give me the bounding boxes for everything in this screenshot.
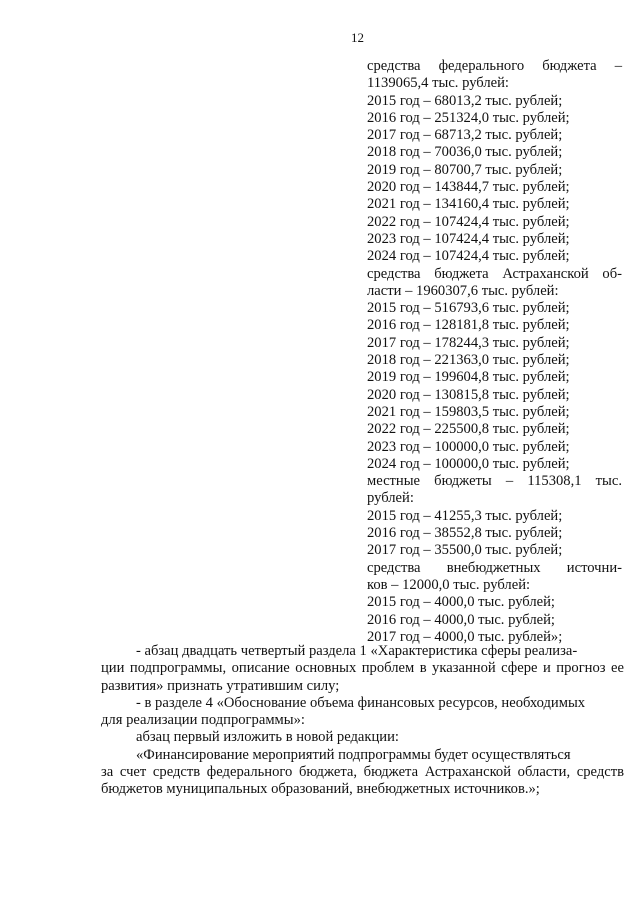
- year-line: 2015 год – 4000,0 тыс. рублей;: [367, 594, 555, 611]
- year-line: 2017 год – 68713,2 тыс. рублей;: [367, 127, 563, 144]
- amendment-text: [101, 643, 624, 799]
- year-line: 2016 год – 38552,8 тыс. рублей;: [367, 525, 563, 542]
- year-line: 2020 год – 130815,8 тыс. рублей;: [367, 386, 570, 403]
- paragraph-continuation: за счет средств федерального бюджета, бюджета Астраханской области, средств бюджетов муниципальных образований, внебюджетных источников.»;: [101, 764, 624, 798]
- year-line: 2016 год – 128181,8 тыс. рублей;: [367, 317, 570, 334]
- year-line: 2024 год – 107424,4 тыс. рублей;: [367, 248, 570, 265]
- year-line: 2015 год – 68013,2 тыс. рублей;: [367, 92, 563, 109]
- extrabudgetary-header: средства внебюджетных источни-: [367, 559, 622, 576]
- year-line: 2017 год – 4000,0 тыс. рублей»;: [367, 628, 563, 645]
- paragraph-first-abzac: абзац первый изложить в новой редакции:: [136, 729, 399, 746]
- federal-budget-years: [367, 93, 622, 266]
- paragraph-financing: [101, 746, 624, 799]
- page-number: 12: [351, 30, 364, 45]
- year-line: 2020 год – 143844,7 тыс. рублей;: [367, 179, 570, 196]
- year-line: 2019 год – 80700,7 тыс. рублей;: [367, 161, 563, 178]
- regional-budget-years: [367, 300, 622, 473]
- year-line: 2019 год – 199604,8 тыс. рублей;: [367, 369, 570, 386]
- year-line: 2022 год – 225500,8 тыс. рублей;: [367, 421, 570, 438]
- federal-budget-total: 1139065,4 тыс. рублей:: [367, 75, 509, 92]
- federal-budget-header: средства федерального бюджета –: [367, 58, 622, 74]
- local-budget-total: рублей:: [367, 490, 414, 507]
- year-line: 2015 год – 516793,6 тыс. рублей;: [367, 300, 570, 317]
- paragraph-section-1: [101, 643, 624, 695]
- paragraph-section-4: [101, 694, 624, 730]
- extrabudgetary-total: ков – 12000,0 тыс. рублей:: [367, 576, 531, 593]
- local-budget-header: местные бюджеты – 115308,1 тыс.: [367, 473, 622, 490]
- regional-budget-header: средства бюджета Астраханской об-: [367, 265, 622, 282]
- year-line: 2018 год – 221363,0 тыс. рублей;: [367, 352, 570, 369]
- funding-breakdown-column: [367, 58, 622, 646]
- paragraph-continuation: ции подпрограммы, описание основных проблем в указанной сфере и прогноз ее развития» признать утратившим силу;: [101, 660, 624, 694]
- paragraph-line: «Финансирование мероприятий подпрограммы будет осуществляться: [136, 746, 571, 763]
- year-line: 2017 год – 35500,0 тыс. рублей;: [367, 542, 563, 559]
- year-line: 2021 год – 134160,4 тыс. рублей;: [367, 196, 570, 213]
- extrabudgetary-years: [367, 594, 622, 646]
- local-budget-years: [367, 508, 622, 560]
- year-line: 2018 год – 70036,0 тыс. рублей;: [367, 144, 563, 161]
- year-line: 2021 год – 159803,5 тыс. рублей;: [367, 403, 570, 420]
- year-line: 2024 год – 100000,0 тыс. рублей;: [367, 455, 570, 472]
- year-line: 2023 год – 107424,4 тыс. рублей;: [367, 230, 570, 247]
- paragraph-line: - абзац двадцать четвертый раздела 1 «Характеристика сферы реализа-: [136, 643, 578, 659]
- year-line: 2016 год – 251324,0 тыс. рублей;: [367, 109, 570, 126]
- year-line: 2015 год – 41255,3 тыс. рублей;: [367, 507, 563, 524]
- year-line: 2016 год – 4000,0 тыс. рублей;: [367, 611, 555, 628]
- regional-budget-total: ласти – 1960307,6 тыс. рублей:: [367, 282, 559, 299]
- year-line: 2023 год – 100000,0 тыс. рублей;: [367, 438, 570, 455]
- paragraph-continuation: для реализации подпрограммы»:: [101, 712, 305, 729]
- year-line: 2022 год – 107424,4 тыс. рублей;: [367, 213, 570, 230]
- year-line: 2017 год – 178244,3 тыс. рублей;: [367, 334, 570, 351]
- paragraph-line: - в разделе 4 «Обоснование объема финансовых ресурсов, необходимых: [136, 694, 586, 711]
